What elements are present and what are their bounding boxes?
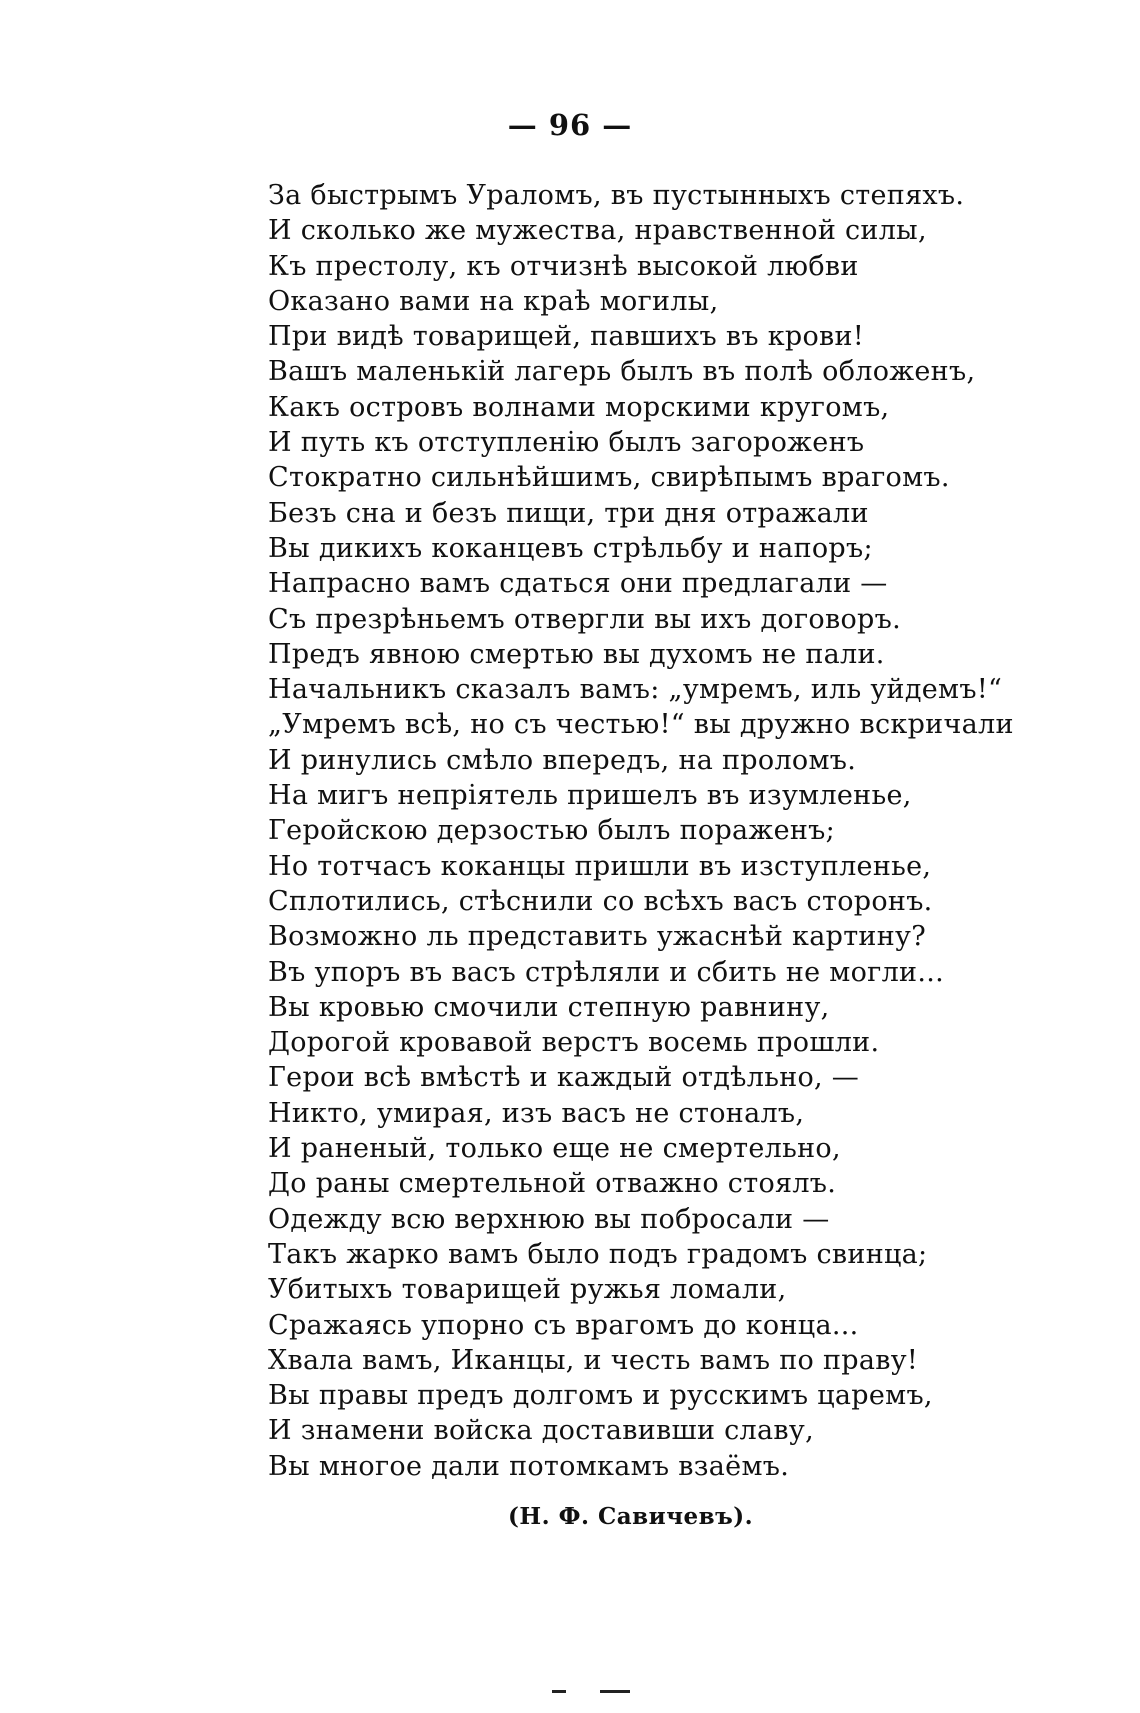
poem-line: Дорогой кровавой верстъ восемь прошли. [268,1027,880,1059]
poem-line: И ринулись смѣло впередъ, на проломъ. [268,744,857,776]
poem-line: Сплотились, стѣснили со всѣхъ васъ сторонъ. [268,885,933,917]
poem-line: И раненый, только еще не смертельно, [268,1133,841,1165]
poem-line: Напрасно вамъ сдаться они предлагали — [268,568,888,600]
poem-line: Начальникъ сказалъ вамъ: „умремъ, иль уйдемъ!“ [268,674,1003,706]
poem-line: Сражаясь упорно съ врагомъ до конца... [268,1309,859,1341]
poem-line: Вашъ маленькій лагерь былъ въ полѣ обложенъ, [268,356,976,388]
poem-line: Вы правы предъ долгомъ и русскимъ царемъ, [268,1380,933,1412]
poem-line: Возможно ль представить ужаснѣй картину? [268,921,926,953]
footer-mark [552,1690,566,1693]
poem-line: Къ престолу, къ отчизнѣ высокой любви [268,250,859,282]
poem-line: Вы кровью смочили степную равнину, [268,991,830,1023]
poem-line: Съ презрѣньемъ отвергли вы ихъ договоръ. [268,603,901,635]
poem-line: Геройскою дерзостью былъ пораженъ; [268,815,836,847]
poem-line: И сколько же мужества, нравственной силы, [268,215,927,247]
poem-line: На мигъ непріятель пришелъ въ изумленье, [268,780,912,812]
poem-line: Хвала вамъ, Иканцы, и честь вамъ по праву! [268,1344,919,1376]
page-number: — 96 — [507,108,633,142]
poem-line: Какъ островъ волнами морскими кругомъ, [268,391,890,423]
poem-line: За быстрымъ Ураломъ, въ пустынныхъ степяхъ. [268,180,965,211]
poem-line: Стократно сильнѣйшимъ, свирѣпымъ врагомъ. [268,462,950,494]
poem-text [268,178,1014,1484]
poem-line: Вы дикихъ коканцевъ стрѣльбу и напоръ; [268,532,873,564]
poem-line: Герои всѣ вмѣстѣ и каждый отдѣльно, — [268,1062,860,1094]
poem-line: Предъ явною смертью вы духомъ не пали. [268,638,885,670]
footer-mark [600,1690,630,1693]
attribution: (Н. Ф. Савичевъ). [508,1503,754,1530]
poem-line: Вы многое дали потомкамъ взаёмъ. [268,1450,790,1482]
poem-line: Такъ жарко вамъ было подъ градомъ свинца; [268,1238,928,1270]
poem-line: Безъ сна и безъ пищи, три дня отражали [268,497,869,529]
poem-line: И знамени войска доставивши славу, [268,1415,814,1447]
poem-line: Но тотчасъ коканцы пришли въ изступленье, [268,850,932,882]
poem-line: Въ упоръ въ васъ стрѣляли и сбить не могли... [268,956,944,988]
poem-line: Оказано вами на краѣ могилы, [268,285,719,317]
poem-line: Одежду всю верхнюю вы побросали — [268,1203,830,1235]
poem-line: И путь къ отступленію былъ загороженъ [268,427,865,459]
poem-line: При видѣ товарищей, павшихъ въ крови! [268,321,865,353]
poem-line: Никто, умирая, изъ васъ не стоналъ, [268,1097,805,1129]
poem-line: „Умремъ всѣ, но съ честью!“ вы дружно вскричали [268,709,1014,741]
poem-line: Убитыхъ товарищей ружья ломали, [268,1274,787,1306]
poem-line: До раны смертельной отважно стоялъ. [268,1168,837,1200]
